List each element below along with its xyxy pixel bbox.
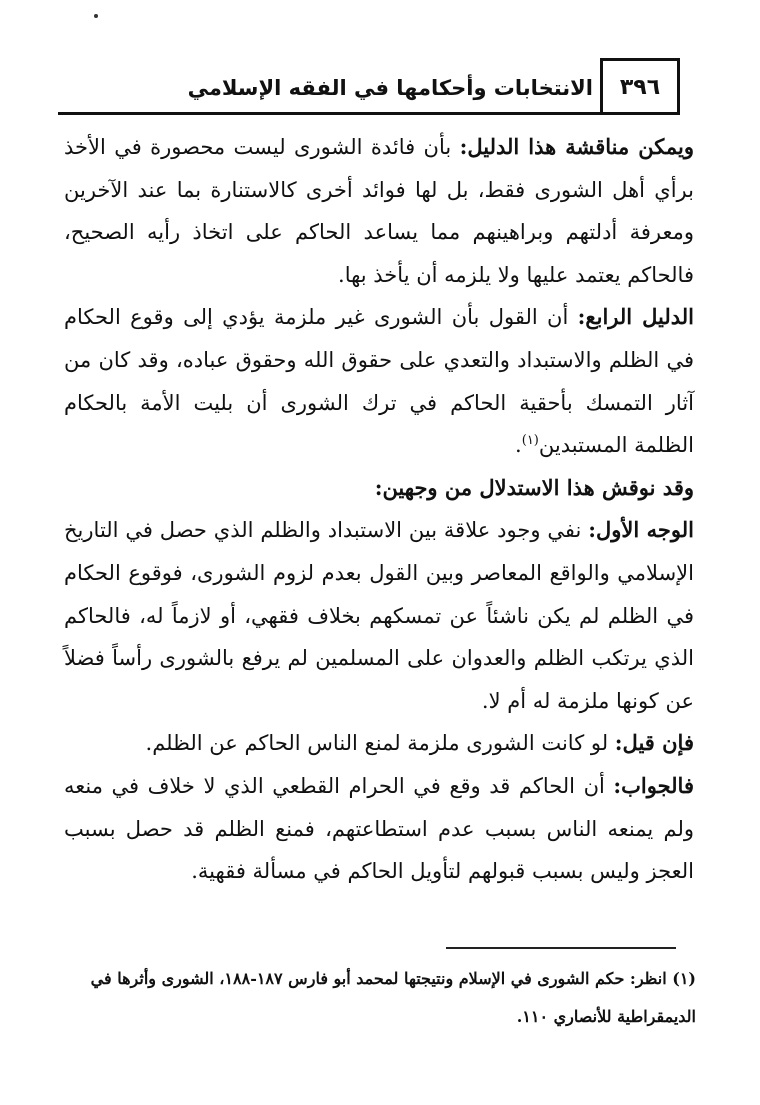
footnote-reference: (١) (521, 433, 539, 449)
scan-speck (94, 14, 98, 18)
paragraph-discussion (64, 126, 694, 296)
paragraph-text: أن الحاكم قد وقع في الحرام القطعي الذي لا خلاف في منعه ولم يمنعه الناس بسبب عدم استطاعتهم، فمنع الظلم قد حصل بسبب العجز وليس بسبب قبولهم لتأويل الحاكم في مسألة فقهية. (64, 773, 694, 884)
paragraph-rebuttal-intro (64, 467, 694, 510)
paragraph-objection (64, 722, 694, 765)
main-text (64, 126, 694, 893)
footnote-separator (446, 947, 676, 949)
paragraph-text: بأن فائدة الشورى ليست محصورة في الأخذ برأي أهل الشورى فقط، بل لها فوائد أخرى كالاستنارة بما عند الآخرين ومعرفة أدلتهم وبراهينهم مما يساعد الحاكم على اتخاذ رأيه الصحيح، فالحاكم يعتمد عليها ولا يلزمه أن يأخذ بها. (64, 135, 694, 287)
page-header (58, 58, 700, 116)
paragraph-lead: فإن قيل: (614, 730, 694, 756)
footnote: (١) انظر: حكم الشورى في الإسلام ونتيجتها لمحمد أبو فارس ١٨٧-١٨٨، الشورى وأثرها في الديمقراطية للأنصاري ١١٠. (90, 969, 696, 1026)
paragraph-lead: ويمكن مناقشة هذا الدليل: (459, 134, 694, 159)
paragraph-lead: الوجه الأول: (588, 517, 694, 543)
running-title: الانتخابات وأحكامها في الفقه الإسلامي (187, 76, 593, 100)
header-rule (58, 112, 680, 115)
paragraph-text: لو كانت الشورى ملزمة لمنع الناس الحاكم عن الظلم. (145, 731, 615, 756)
paragraph-lead: وقد نوقش هذا الاستدلال من وجهين: (374, 474, 694, 500)
paragraph-lead: فالجواب: (613, 772, 694, 798)
paragraph-end: . (515, 433, 522, 458)
paragraph-lead: الدليل الرابع: (577, 304, 694, 330)
paragraph-first-aspect (64, 509, 694, 722)
paragraph-text: أن القول بأن الشورى غير ملزمة يؤدي إلى وقوع الحكام في الظلم والاستبداد والتعدي على حقوق الله وحقوق عباده، وقد كان من آثار التمسك بأحقية الحاكم في ترك الشورى أن بليت الأمة بالحكام الظلمة المستبدين (64, 305, 694, 458)
paragraph-text: نفي وجود علاقة بين الاستبداد والظلم الذي حصل في التاريخ الإسلامي والواقع المعاصر وبين القول بعدم لزوم الشورى، فوقوع الحكام في الظلم لم يكن ناشئاً عن تمسكهم بخلاف فقهي، أو لازماً له، فالحاكم الذي يرتكب الظلم والعدوان على المسلمين لم يرفع بالشورى رأساً فضلاً عن كونها ملزمة له أم لا. (64, 518, 694, 713)
paragraph-fourth-evidence (64, 296, 694, 466)
paragraph-answer (64, 765, 694, 893)
page-number: ٣٩٦ (600, 58, 680, 114)
